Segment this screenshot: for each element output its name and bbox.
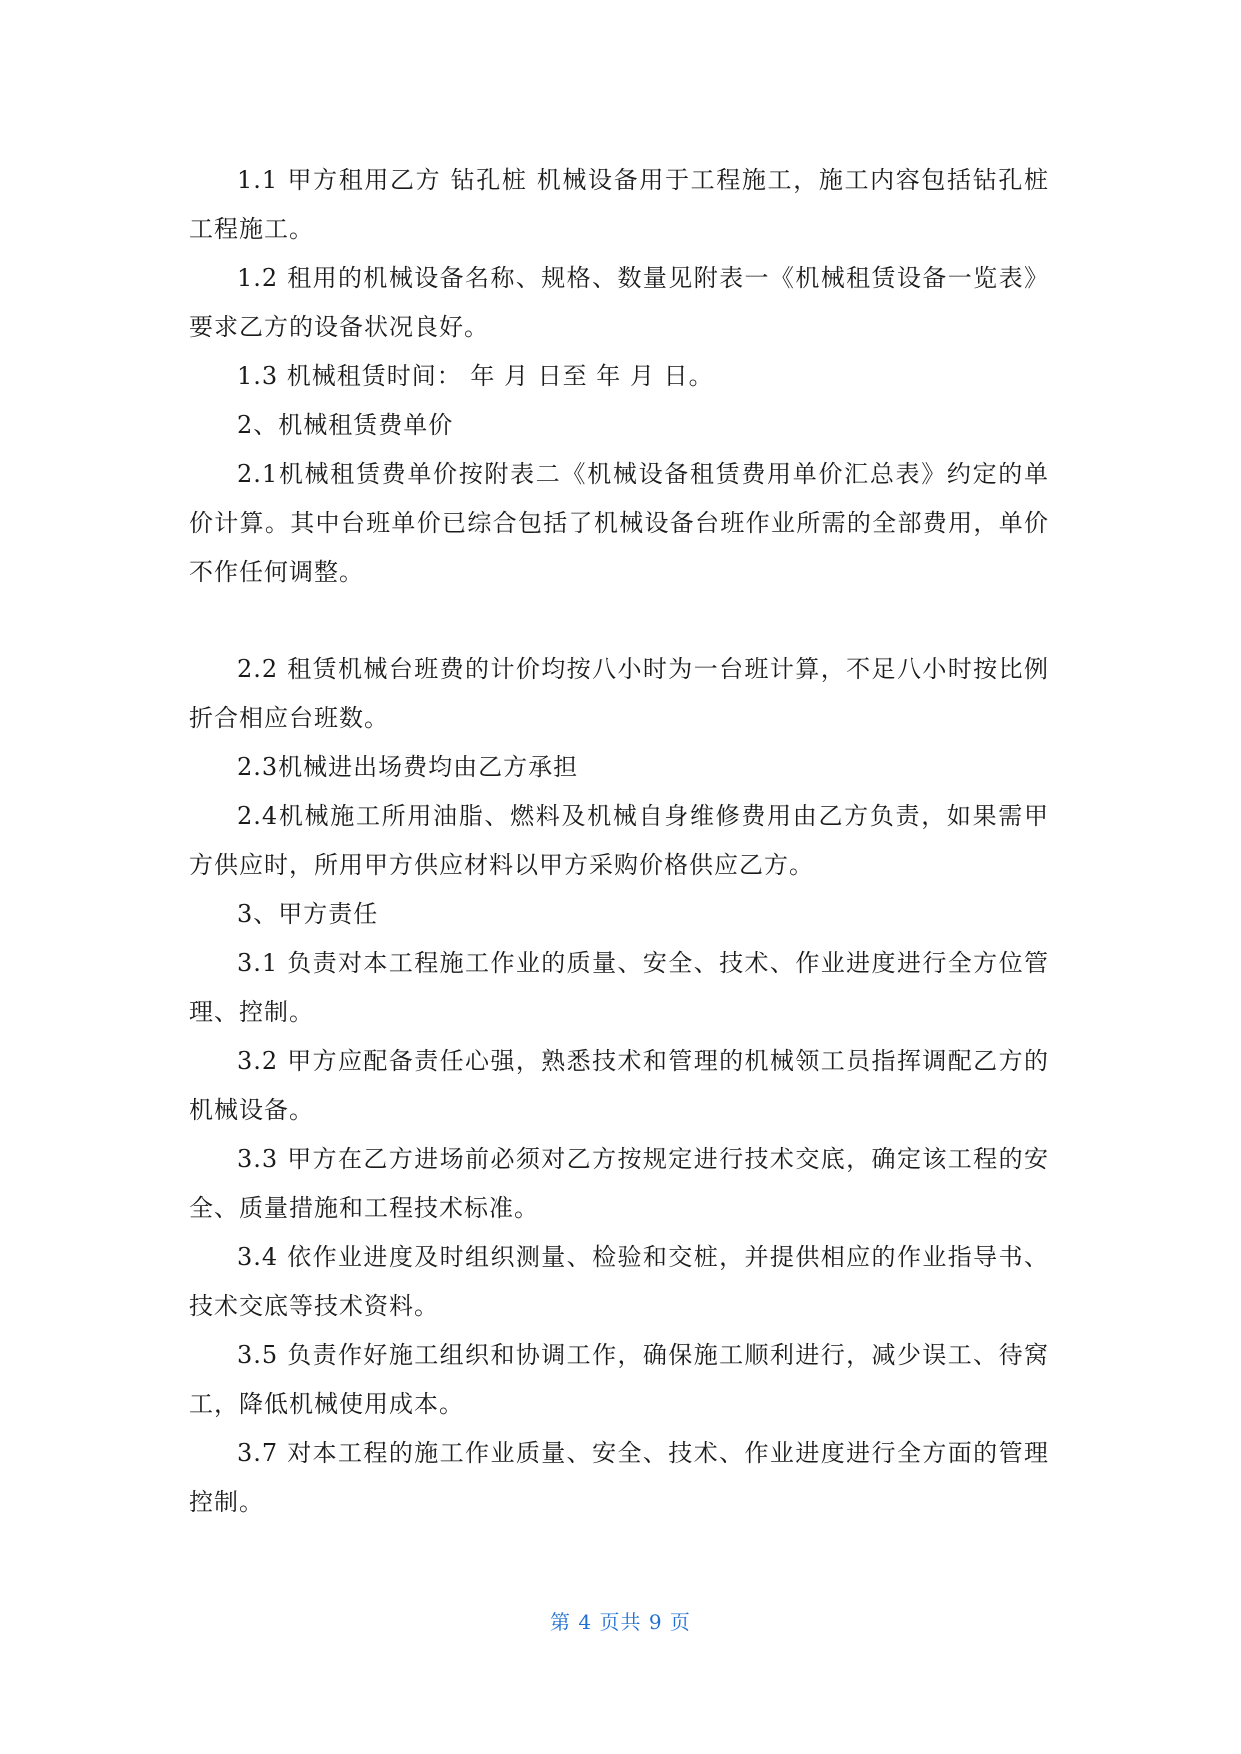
clause-3-5: 3.5 负责作好施工组织和协调工作，确保施工顺利进行，减少误工、待窝工，降低机械使用成本。 xyxy=(189,1341,1049,1418)
clause-3-4: 3.4 依作业进度及时组织测量、检验和交桩，并提供相应的作业指导书、技术交底等技术资料。 xyxy=(189,1243,1049,1320)
clause-2-4: 2.4机械施工所用油脂、燃料及机械自身维修费用由乙方负责，如果需甲方供应时，所用甲方供应材料以甲方采购价格供应乙方。 xyxy=(189,802,1049,879)
section-3-heading: 3、甲方责任 xyxy=(237,900,379,928)
clause-1-3: 1.3 机械租赁时间： 年 月 日至 年 月 日。 xyxy=(237,362,714,390)
clause-3-3: 3.3 甲方在乙方进场前必须对乙方按规定进行技术交底，确定该工程的安全、质量措施和工程技术标准。 xyxy=(189,1145,1049,1222)
clause-2-3: 2.3机械进出场费均由乙方承担 xyxy=(237,753,579,781)
clause-2-2: 2.2 租赁机械台班费的计价均按八小时为一台班计算，不足八小时按比例折合相应台班数。 xyxy=(189,655,1049,732)
clause-3-7: 3.7 对本工程的施工作业质量、安全、技术、作业进度进行全方面的管理控制。 xyxy=(189,1439,1049,1516)
clause-2-1: 2.1机械租赁费单价按附表二《机械设备租赁费用单价汇总表》约定的单价计算。其中台班单价已综合包括了机械设备台班作业所需的全部费用，单价不作任何调整。 xyxy=(189,460,1049,586)
paragraph-gap xyxy=(189,597,1049,645)
clause-1-1: 1.1 甲方租用乙方 钻孔桩 机械设备用于工程施工，施工内容包括钻孔桩工程施工。 xyxy=(189,166,1049,243)
page-footer xyxy=(0,1606,1241,1635)
clause-3-1: 3.1 负责对本工程施工作业的质量、安全、技术、作业进度进行全方位管理、控制。 xyxy=(189,949,1049,1026)
page-number-text: 第 4 页共 9 页 xyxy=(550,1610,691,1634)
section-2-heading: 2、机械租赁费单价 xyxy=(237,411,454,439)
clause-1-2: 1.2 租用的机械设备名称、规格、数量见附表一《机械租赁设备一览表》要求乙方的设备状况良好。 xyxy=(189,264,1049,341)
clause-3-2: 3.2 甲方应配备责任心强，熟悉技术和管理的机械领工员指挥调配乙方的机械设备。 xyxy=(189,1047,1049,1124)
document-body xyxy=(189,156,1049,1527)
